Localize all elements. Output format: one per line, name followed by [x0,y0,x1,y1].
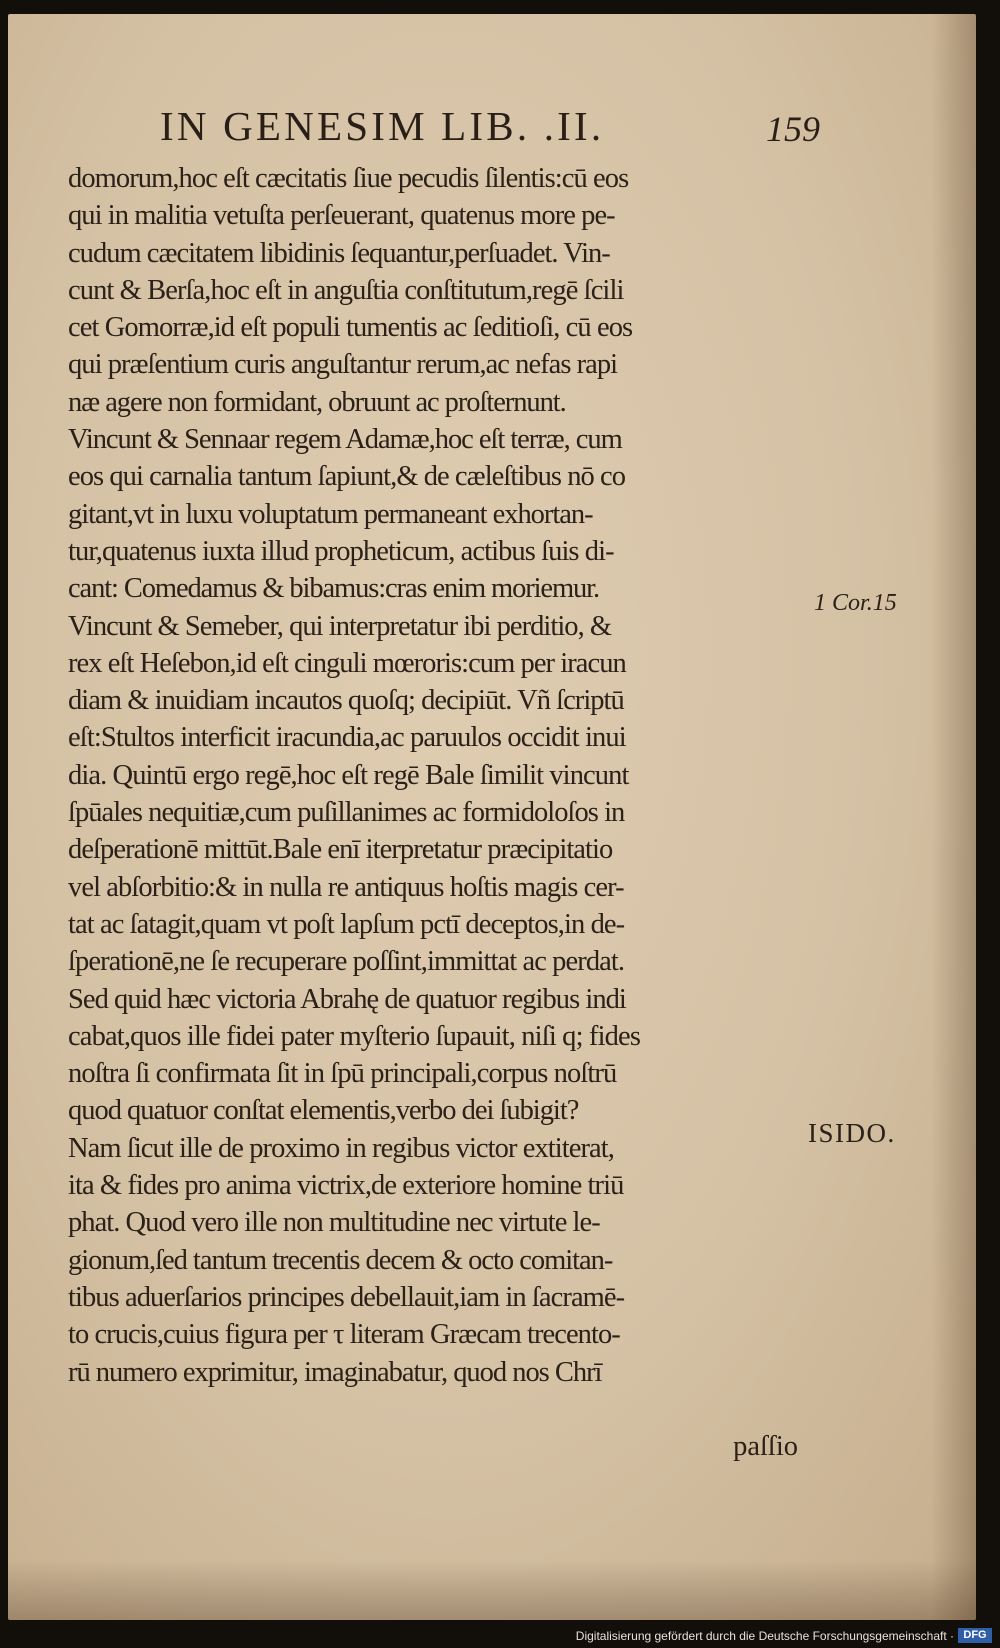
text-line: cudum cæcitatem libidinis ſequantur,perſuadet. Vin- [68,237,610,269]
text-line: gionum,ſed tantum trecentis decem & octo comitan- [68,1244,613,1276]
digitization-footer [0,1626,1000,1648]
text-line: Vincunt & Sennaar regem Adamæ,hoc eſt terræ, cum [68,424,622,456]
text-line: Nam ſicut ille de proximo in regibus victor extiterat, [68,1132,614,1164]
text-line: qui præſentium curis anguſtantur rerum,ac nefas rapi [68,349,618,381]
text-line: tibus aduerſarios principes debellauit,iam in ſacramē- [68,1281,625,1313]
page-number: 159 [766,109,820,149]
text-line: gitant,vt in luxu voluptatum permaneant exhortan- [68,498,593,530]
text-line: qui in malitia vetuſta perſeuerant, quatenus more pe- [68,200,615,232]
text-line: næ agere non formidant, obruunt ac proſternunt. [68,386,566,418]
text-line: tat ac ſatagit,quam vt poſt lapſum pctī deceptos,in de- [68,908,625,940]
running-title: IN GENESIM LIB. .II. [160,103,605,149]
text-line: vel abſorbitio:& in nulla re antiquus hoſtis magis cer- [68,871,624,903]
text-line [68,1391,808,1428]
text-line: ſpūales nequitiæ,cum puſillanimes ac formidoloſos in [68,797,625,829]
catchword: paſſio [733,1431,798,1463]
text-line: eos qui carnalia tantum ſapiunt,& de cæleſtibus nō co [68,461,626,493]
text-line: ſperationē,ne ſe recuperare poſſint,immittat ac perdat. [68,946,625,978]
text-line: tur,quatenus iuxta illud propheticum, actibus ſuis di- [68,535,614,567]
margin-note-reference: 1 Cor.15 [814,590,897,616]
text-line: domorum,hoc eſt cæcitatis ſiue pecudis ſilentis:cū eos [68,163,629,194]
text-line: rū numero exprimitur, imaginabatur, quod nos Chrī [68,1356,602,1388]
text-line: Sed quid hæc victoria Abrahę de quatuor regibus indi [68,983,626,1015]
dfg-logo-icon: DFG [958,1628,992,1643]
text-line: phat. Quod vero ille non multitudine nec virtute le- [68,1207,600,1239]
book-page [8,14,976,1620]
text-line: quod quatuor conſtat elementis,verbo dei ſubigit? [68,1095,579,1127]
text-line: deſperationē mittūt.Bale enī iterpretatur præcipitatio [68,834,613,866]
text-line: noſtra ſi confirmata ſit in ſpū principali,corpus noſtrū [68,1058,617,1090]
body-text [68,160,808,1465]
text-line: cant: Comedamus & bibamus:cras enim moriemur. [68,573,599,605]
text-line: ita & fides pro anima victrix,de exteriore homine triū [68,1170,624,1202]
funding-credit: Digitalisierung gefördert durch die Deutsche Forschungsgemeinschaft · [575,1629,954,1643]
text-line: cet Gomorræ,id eſt populi tumentis ac ſeditioſi, cū eos [68,312,633,344]
text-line: Vincunt & Semeber, qui interpretatur ibi perditio, & [68,610,612,642]
text-line: dia. Quintū ergo regē,hoc eſt regē Bale ſimilit vincunt [68,759,629,791]
text-line: rex eſt Heſebon,id eſt cinguli mœroris:cum per iracun [68,647,626,679]
text-line: diam & inuidiam incautos quoſq; decipiūt. Vñ ſcriptū [68,685,624,717]
text-line: cunt & Berſa,hoc eſt in anguſtia conſtitutum,regē ſcili [68,274,624,306]
text-line: cabat,quos ille fidei pater myſterio ſupauit, niſi q; fides [68,1020,641,1052]
text-line: to crucis,cuius figura per τ literam Græcam trecento- [68,1319,620,1351]
margin-note-author: ISIDO. [808,1118,896,1148]
text-line: eſt:Stultos interficit iracundia,ac paruulos occidit inui [68,722,626,754]
